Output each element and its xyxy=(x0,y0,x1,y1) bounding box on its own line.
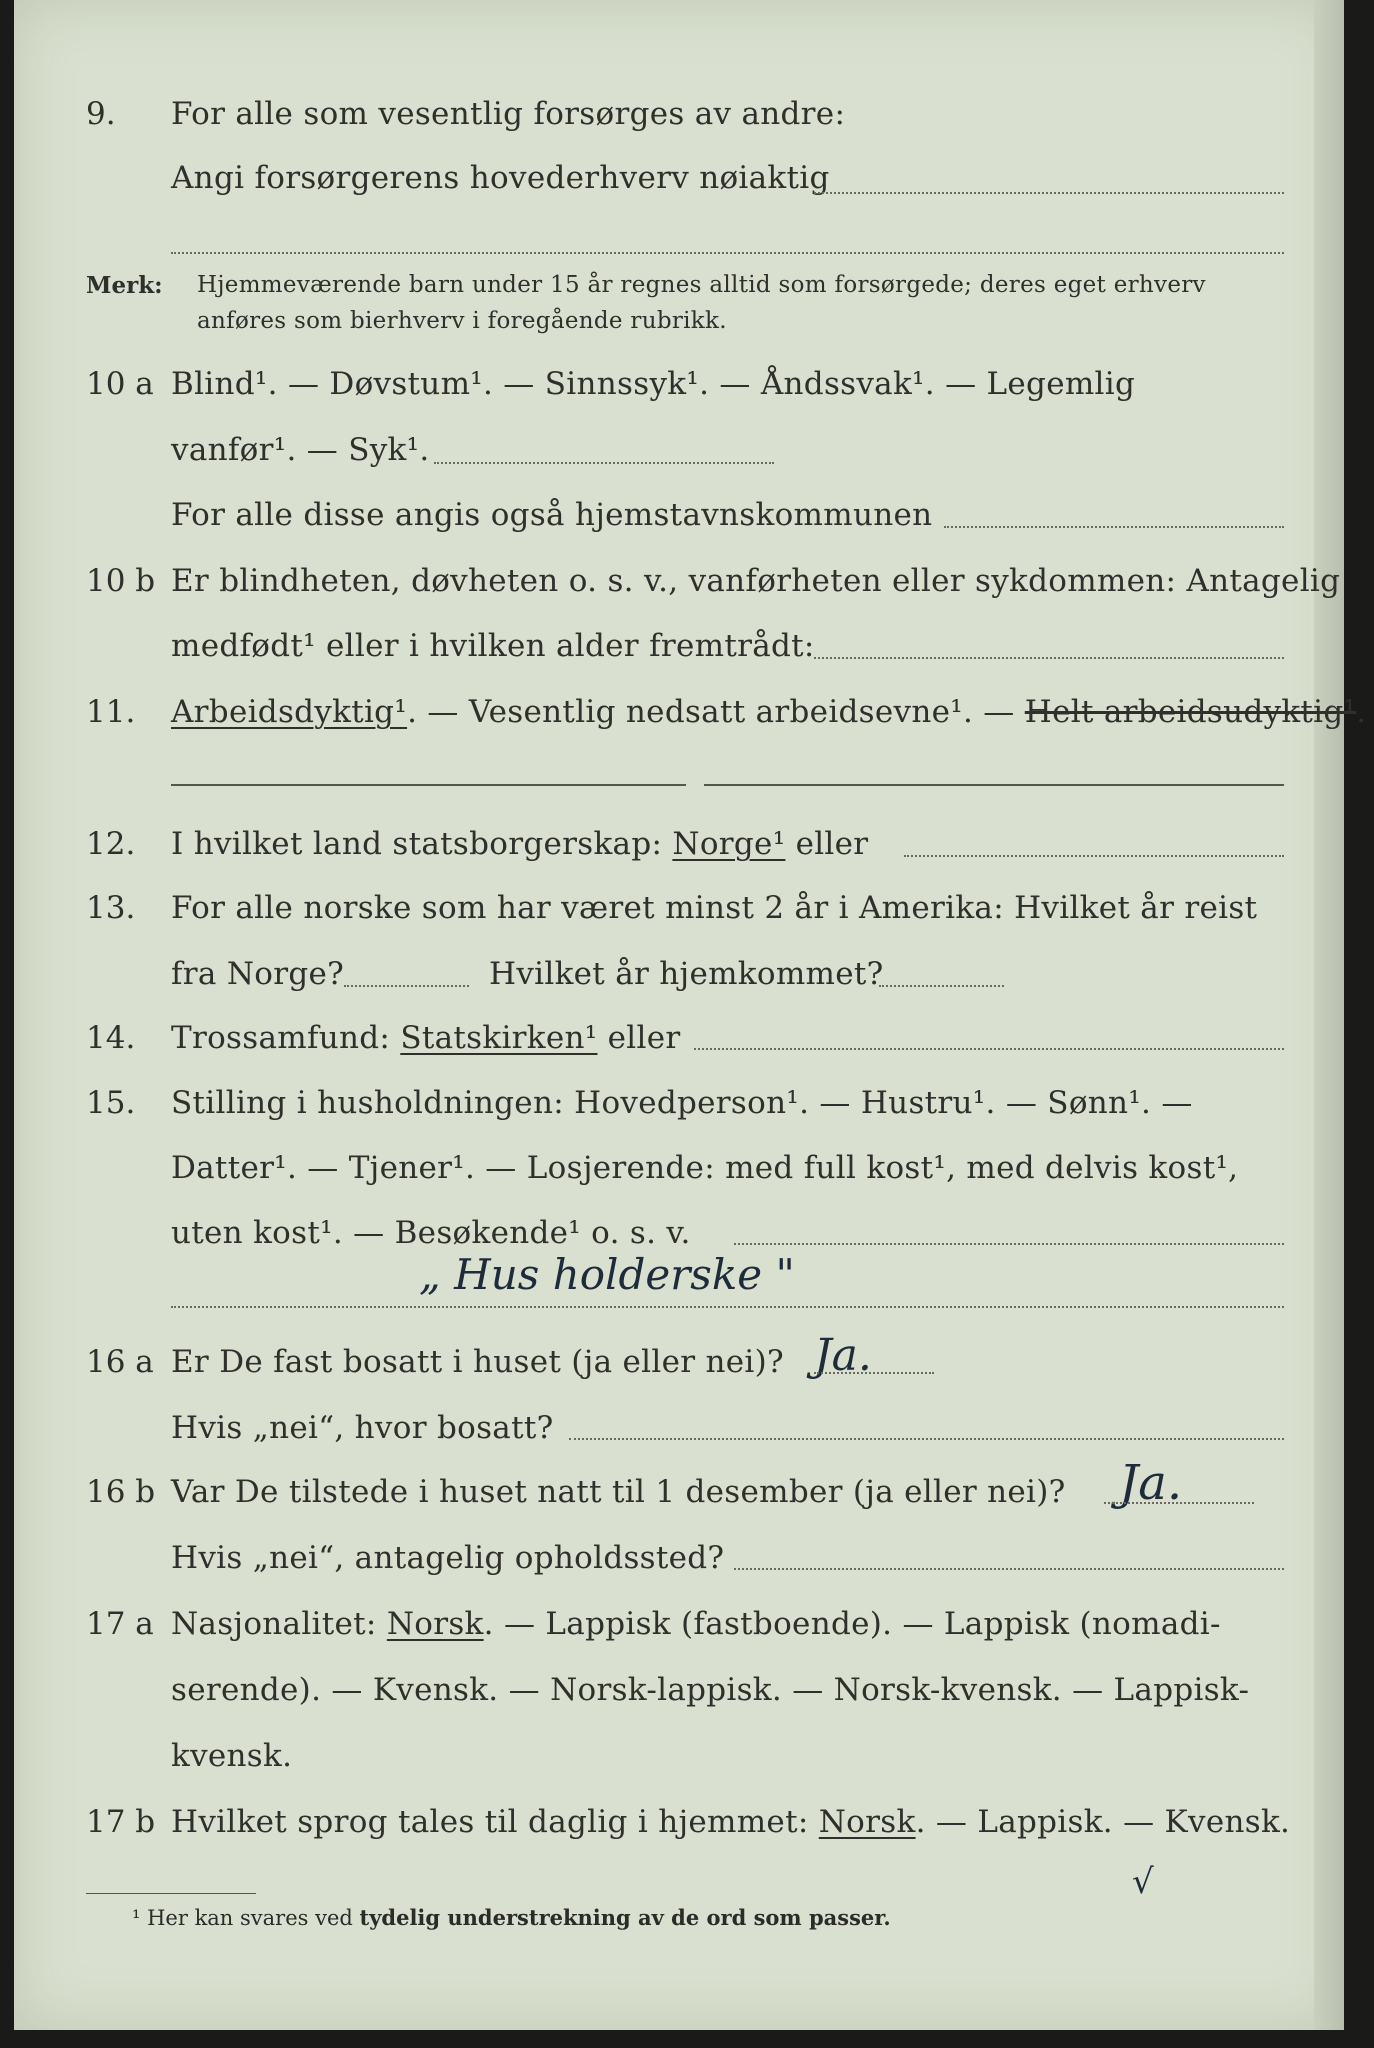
q17a-line2: serende). — Kvensk. — Norsk-lappisk. — Norsk-kvensk. — Lappisk- xyxy=(171,1672,1250,1708)
q16b-line2: Hvis „nei“, antagelig opholdssted? xyxy=(171,1540,725,1576)
footnote-mark: ¹ xyxy=(132,1906,141,1930)
q14-post: eller xyxy=(597,1020,681,1056)
q9-number: 9. xyxy=(86,96,116,132)
q10a-answer-line[interactable] xyxy=(434,462,774,464)
footnote-rule xyxy=(86,1893,256,1894)
q15-handwritten-answer: „ Hus holderske " xyxy=(419,1250,795,1299)
q14-answer-line[interactable] xyxy=(694,1048,1284,1050)
q16b-handwritten-answer: Ja. xyxy=(1119,1455,1183,1511)
q17a-pre: Nasjonalitet: xyxy=(171,1606,387,1642)
q16b-number: 16 b xyxy=(86,1474,156,1510)
q16a-line2: Hvis „nei“, hvor bosatt? xyxy=(171,1410,554,1446)
q16a-number: 16 a xyxy=(86,1344,154,1380)
q12-post: eller xyxy=(785,826,869,862)
q10a-line3: For alle disse angis også hjemstavnskommunen xyxy=(171,497,933,533)
q10b-answer-line[interactable] xyxy=(814,657,1284,659)
q12-pre: I hvilket land statsborgerskap: xyxy=(171,826,673,862)
footnote-pre: Her kan svares ved xyxy=(147,1906,360,1930)
q10b-number: 10 b xyxy=(86,563,156,599)
q15-number: 15. xyxy=(86,1085,136,1121)
q15-line2: Datter¹. — Tjener¹. — Losjerende: med full kost¹, med delvis kost¹, xyxy=(171,1150,1239,1186)
q12-number: 12. xyxy=(86,826,136,862)
q11-line xyxy=(171,694,1366,730)
q11-middle-text: . — Vesentlig nedsatt arbeidsevne¹. — xyxy=(407,694,1025,730)
q13-number: 13. xyxy=(86,890,136,926)
q14-line xyxy=(171,1020,681,1056)
q11-option-udyktig[interactable]: Helt arbeidsudyktig¹ xyxy=(1024,694,1357,730)
q10a-hometown-line[interactable] xyxy=(944,526,1284,528)
q12-option-norge[interactable]: Norge¹ xyxy=(672,826,786,862)
q11-end: . xyxy=(1356,694,1367,730)
merk-line2: anføres som bierhverv i foregående rubrikk. xyxy=(197,308,727,334)
footnote xyxy=(132,1905,891,1930)
q9-answer-line[interactable] xyxy=(814,192,1284,194)
q15-line1: Stilling i husholdningen: Hovedperson¹. — Hustru¹. — Sønn¹. — xyxy=(171,1085,1193,1121)
page-edge xyxy=(1314,0,1344,2030)
q17a-number: 17 a xyxy=(86,1606,154,1642)
q17b-pre: Hvilket sprog tales til daglig i hjemmet: xyxy=(171,1804,819,1840)
q17a-line3: kvensk. xyxy=(171,1738,293,1774)
q9-line2: Angi forsørgerens hovederhverv nøiaktig xyxy=(171,160,830,196)
q17b-line xyxy=(171,1804,1290,1840)
q16a-line1: Er De fast bosatt i huset (ja eller nei)? xyxy=(171,1344,784,1380)
check-mark-icon: √ xyxy=(1132,1862,1154,1902)
q16b-line1: Var De tilstede i huset natt til 1 desember (ja eller nei)? xyxy=(171,1474,1066,1510)
q13-return-year-line[interactable] xyxy=(879,985,1004,987)
q16b-location-line[interactable] xyxy=(734,1568,1284,1570)
census-form-page xyxy=(14,0,1367,2030)
q17b-number: 17 b xyxy=(86,1804,156,1840)
q15-answer-line-2[interactable] xyxy=(171,1306,1284,1308)
q11-number: 11. xyxy=(86,694,136,730)
footnote-bold: tydelig understrekning av de ord som passer. xyxy=(359,1905,891,1930)
q10b-line2: medfødt¹ eller i hvilken alder fremtrådt: xyxy=(171,628,815,664)
q16b-answer-line[interactable] xyxy=(1104,1502,1254,1504)
q12-answer-line[interactable] xyxy=(904,855,1284,857)
q12-line xyxy=(171,826,868,862)
q15-line3: uten kost¹. — Besøkende¹ o. s. v. xyxy=(171,1215,691,1251)
q17b-option-norsk[interactable]: Norsk xyxy=(818,1804,916,1840)
q10a-number: 10 a xyxy=(86,366,154,402)
q17a-line1 xyxy=(171,1606,1221,1642)
q16a-handwritten-answer: Ja. xyxy=(814,1330,872,1381)
merk-line1: Hjemmeværende barn under 15 år regnes alltid som forsørgede; deres eget erhverv xyxy=(197,272,1206,298)
q14-option-statskirken[interactable]: Statskirken¹ xyxy=(400,1020,598,1056)
q16a-answer-line[interactable] xyxy=(814,1372,934,1374)
q9-line1: For alle som vesentlig forsørges av andre: xyxy=(171,96,846,132)
q10b-line1: Er blindheten, døvheten o. s. v., vanførheten eller sykdommen: Antagelig xyxy=(171,563,1341,599)
q10a-line1: Blind¹. — Døvstum¹. — Sinnssyk¹. — Åndssvak¹. — Legemlig xyxy=(171,366,1136,402)
q13-line2a: fra Norge? xyxy=(171,956,345,992)
q16a-residence-line[interactable] xyxy=(569,1438,1284,1440)
q14-pre: Trossamfund: xyxy=(171,1020,401,1056)
q17a-post: . — Lappisk (fastboende). — Lappisk (nomadi- xyxy=(483,1606,1221,1642)
q11-option-arbeidsdyktig[interactable]: Arbeidsdyktig¹ xyxy=(171,694,408,730)
q13-departure-year-line[interactable] xyxy=(344,985,469,987)
q11-rule-right xyxy=(704,784,1284,786)
q13-line2b: Hvilket år hjemkommet? xyxy=(489,956,884,992)
merk-label: Merk: xyxy=(86,272,163,299)
q17a-option-norsk[interactable]: Norsk xyxy=(386,1606,484,1642)
q11-rule-left xyxy=(171,784,686,786)
q13-line1: For alle norske som har været minst 2 år i Amerika: Hvilket år reist xyxy=(171,890,1258,926)
q9-answer-line-2[interactable] xyxy=(171,252,1284,254)
q17b-post: . — Lappisk. — Kvensk. xyxy=(915,1804,1291,1840)
q10a-line2: vanfør¹. — Syk¹. xyxy=(171,432,430,468)
q15-answer-line[interactable] xyxy=(734,1243,1284,1245)
q14-number: 14. xyxy=(86,1020,136,1056)
